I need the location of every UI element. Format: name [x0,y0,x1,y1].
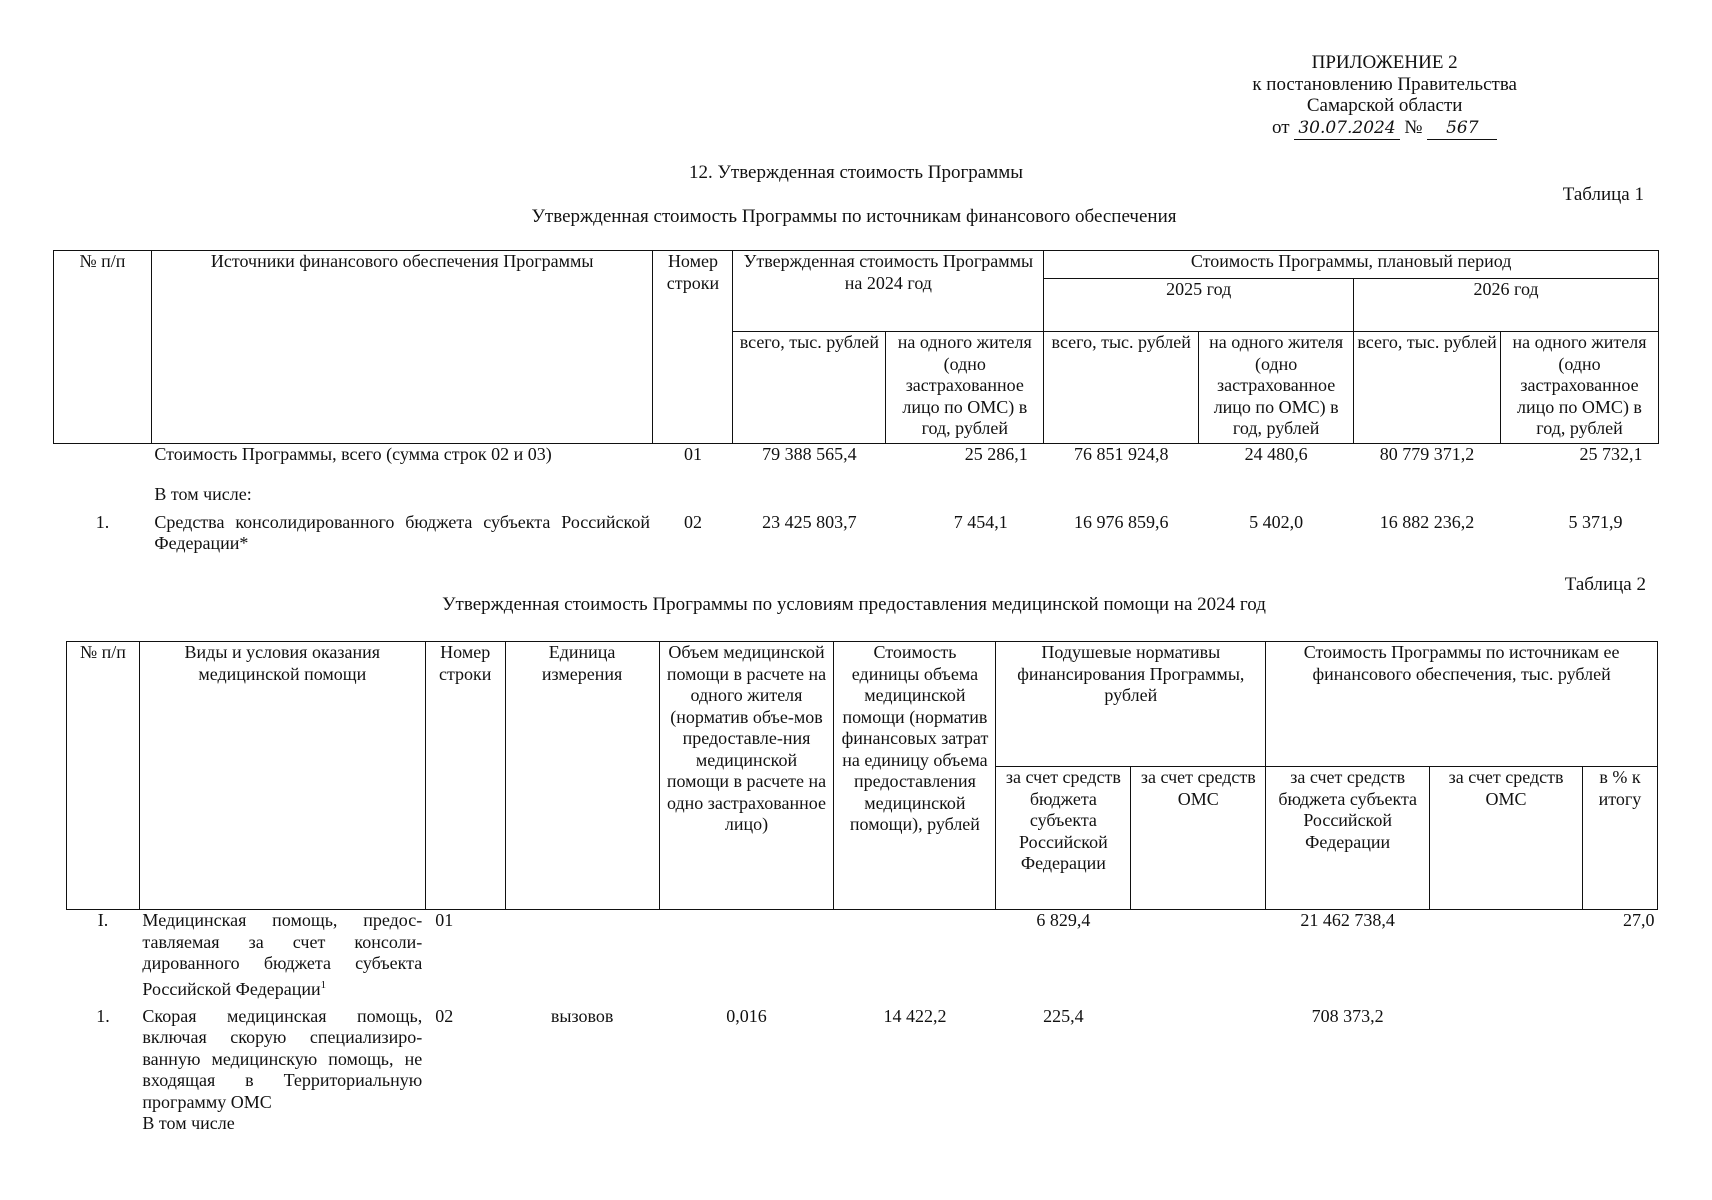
t2-r1-s-budget: 21 462 738,4 [1300,910,1395,930]
t1-header-per-resident-2026: на одного жителя (одно застрахованное лицо по ОМС) в год, рублей [1501,332,1659,444]
t1-r2-name: В том числе: [154,483,252,504]
t2-header-pc-budget: за счет средств бюджета субъекта Российской Федерации [996,767,1131,910]
t2-r1-num: I. [97,910,109,930]
t2-r2-s-pct [1582,1006,1657,1146]
t2-r2-cost: 14 422,2 [883,1005,947,1026]
appendix-header [1252,52,1517,140]
t2-r2-unit: вызовов [550,1005,614,1026]
table2 [66,641,1658,1146]
t2-r1-name: Медицинская помощь, предос-тавляемая за счет консоли-дированного бюджета субъекта Российской Федерации [142,910,423,999]
appendix-title: ПРИЛОЖЕНИЕ 2 [1311,52,1458,73]
t2-r2-s-budget: 708 373,2 [1311,1005,1384,1026]
t1-r2-num [54,484,152,512]
t2-r2-s-oms [1430,1006,1583,1146]
t2-r1-cost [834,910,996,1006]
table1-label: Таблица 1 [1562,184,1644,205]
t2-r2-pc-budget: 225,4 [1043,1005,1084,1026]
t2-header-s-oms: за счет средств ОМС [1430,767,1583,910]
t2-header-by-source: Стоимость Программы по источникам ее финансового обеспечения, тыс. рублей [1266,642,1658,767]
t1-r1-name: Стоимость Программы, всего (сумма строк 02 и 03) [154,444,552,464]
t1-r3-t2024: 23 425 803,7 [762,511,857,532]
table2-caption: Утвержденная стоимость Программы по условиям предоставления медицинской помощи на 2024 год [442,594,1266,615]
t1-r3-p2026: 5 371,9 [1568,511,1623,532]
t2-r1-s-pct: 27,0 [1623,910,1655,930]
t1-header-per-resident-2025: на одного жителя (одно застрахованное лицо по ОМС) в год, рублей [1199,332,1354,444]
t1-header-num: № п/п [54,251,152,444]
appendix-line1: к постановлению Правительства [1252,73,1517,95]
table-row [67,1006,1658,1146]
t2-r1-footnote: 1 [320,978,327,991]
t2-r1-pc-oms [1131,910,1266,1006]
t2-r1-unit [505,910,659,1006]
table2-label: Таблица 2 [1564,574,1646,595]
t2-r2-num: 1. [96,1005,110,1026]
t2-header-kinds: Виды и условия оказания медицинской помощи [139,642,425,910]
section-title: 12. Утвержденная стоимость Программы [688,162,1024,183]
handwritten-date: 30.07.2024 [1294,118,1399,141]
t1-header-total-2025: всего, тыс. рублей [1044,332,1199,444]
t2-header-unit: Единица измерения [505,642,659,910]
appendix-date-line [1252,117,1517,141]
t1-header-per-resident-2024: на одного жителя (одно застрахованное лицо по ОМС) в год, рублей [886,332,1044,444]
number-sign: № [1404,116,1423,138]
table1-caption: Утвержденная стоимость Программы по источникам финансового обеспечения [531,206,1177,227]
table-row [54,444,1659,484]
t2-r1-volume [659,910,834,1006]
t1-r1-t2025: 76 851 924,8 [1073,444,1169,464]
t2-r2-name: Скорая медицинская помощь, включая скорую специализиро-ванную медицинскую помощь, не входящая в Территориальную программу ОМС [142,1005,423,1112]
table-row [54,512,1659,562]
table-row [67,910,1658,1006]
t2-header-pc-oms: за счет средств ОМС [1131,767,1266,910]
t2-header-volume: Объем медицинской помощи в расчете на одного жителя (норматив объе-мов предоставле-ния медицинской помощи в расчете на одно застрахованное лицо) [659,642,834,910]
t1-header-approved: Утвержденная стоимость Программы на 2024 год [733,251,1044,332]
handwritten-number: 567 [1427,118,1497,141]
t1-r1-p2024: 25 286,1 [964,444,1028,464]
t1-r3-t2025: 16 976 859,6 [1073,511,1169,532]
t2-r1-s-oms [1430,910,1583,1006]
t2-header-row-no: Номер строки [425,642,505,910]
t1-r3-p2025: 5 402,0 [1249,511,1304,532]
t1-r1-p2026: 25 732,1 [1579,444,1643,464]
t2-r2-row-no: 02 [435,1005,454,1026]
t2-header-s-budget: за счет средств бюджета субъекта Российской Федерации [1266,767,1430,910]
t1-r3-p2024: 7 454,1 [953,511,1008,532]
appendix-line2: Самарской области [1306,95,1463,116]
t1-r3-row-no: 02 [683,511,702,532]
t2-r1-row-no: 01 [435,910,454,930]
t1-r1-p2025: 24 480,6 [1244,444,1308,464]
t1-r1-t2026: 80 779 371,2 [1379,444,1475,464]
t1-header-row-no: Номер строки [653,251,733,444]
t2-header-cost: Стоимость единицы объема медицинской помощи (норматив финансовых затрат на единицу объема предоставления медицинской помощи), рублей [834,642,996,910]
t2-header-per-capita: Подушевые нормативы финансирования Программы, рублей [996,642,1266,767]
t1-header-total-2026: всего, тыс. рублей [1354,332,1501,444]
t2-r1-pc-budget: 6 829,4 [1036,910,1091,930]
t1-r1-row-no: 01 [683,444,702,464]
t2-r2-extra: В том числе [142,1113,235,1133]
t1-header-2025: 2025 год [1044,279,1354,332]
t2-header-s-pct: в % к итогу [1582,767,1657,910]
t2-r1-name-cell [139,910,425,1006]
t1-header-planned: Стоимость Программы, плановый период [1044,251,1659,279]
t2-r2-pc-oms [1131,1006,1266,1146]
table1 [53,250,1659,562]
t1-r3-num: 1. [95,511,110,532]
t2-r2-volume: 0,016 [726,1005,767,1026]
t1-r3-t2026: 16 882 236,2 [1379,511,1475,532]
t1-r1-t2024: 79 388 565,4 [762,444,857,464]
t2-header-num: № п/п [67,642,140,910]
t1-r3-name: Средства консолидированного бюджета субъекта Российской Федерации* [154,511,650,553]
t2-r2-name-cell [139,1006,425,1146]
table-row [54,484,1659,512]
t1-r1-num [54,444,152,484]
from-prefix: от [1272,116,1290,138]
t1-header-2026: 2026 год [1354,279,1659,332]
t1-header-sources: Источники финансового обеспечения Программы [151,251,653,444]
t1-header-total-2024: всего, тыс. рублей [733,332,886,444]
